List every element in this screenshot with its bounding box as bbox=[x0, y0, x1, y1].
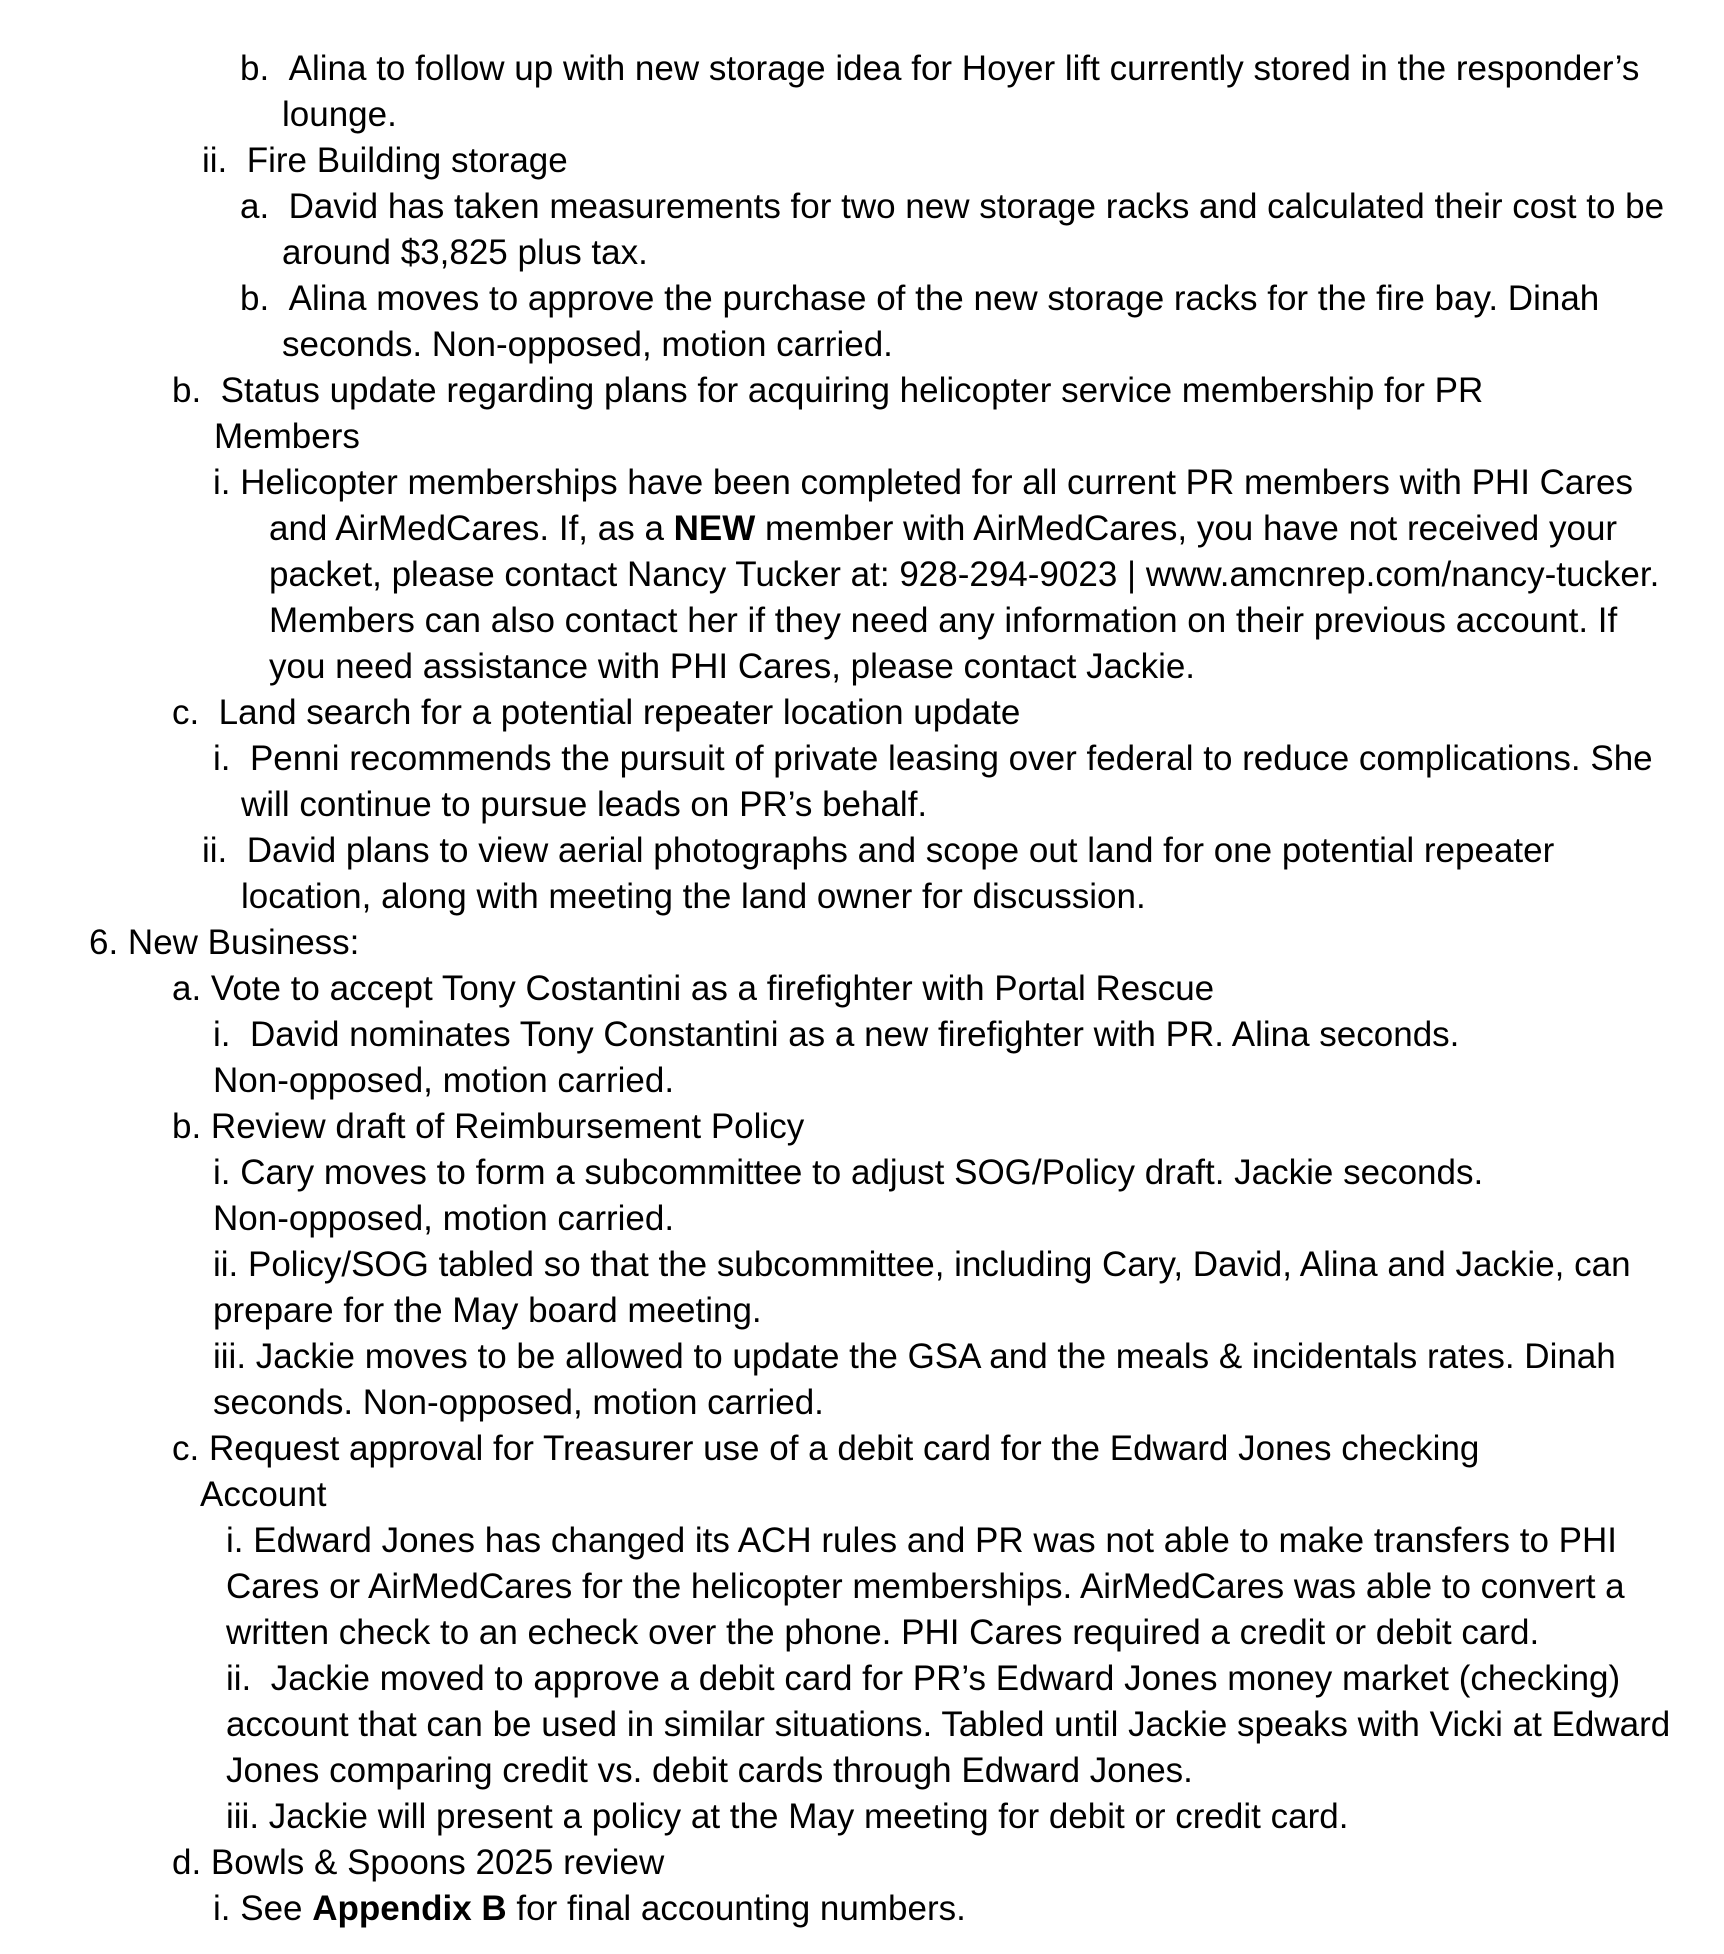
text-line bbox=[213, 1886, 966, 1932]
text-line: packet, please contact Nancy Tucker at: 928-294-9023 | www.amcnrep.com/nancy-tucker. bbox=[269, 555, 1660, 594]
text-line: a. David has taken measurements for two new storage racks and calculated their cost to be bbox=[240, 187, 1665, 226]
text-line: Account bbox=[200, 1475, 327, 1514]
text-run: member with AirMedCares, you have not received your bbox=[755, 509, 1618, 548]
text-line: account that can be used in similar situations. Tabled until Jackie speaks with Vicki at Edward bbox=[226, 1705, 1671, 1744]
text-line: you need assistance with PHI Cares, please contact Jackie. bbox=[269, 647, 1196, 686]
text-line: Members bbox=[214, 417, 360, 456]
text-line: will continue to pursue leads on PR’s behalf. bbox=[241, 785, 928, 824]
text-line: lounge. bbox=[282, 95, 397, 134]
text-line: seconds. Non-opposed, motion carried. bbox=[213, 1383, 824, 1422]
text-line bbox=[269, 506, 1617, 552]
text-line: written check to an echeck over the phone. PHI Cares required a credit or debit card. bbox=[226, 1613, 1540, 1652]
text-line: ii. Policy/SOG tabled so that the subcommittee, including Cary, David, Alina and Jackie, can bbox=[213, 1245, 1631, 1284]
text-line: i. David nominates Tony Constantini as a new firefighter with PR. Alina seconds. bbox=[213, 1015, 1460, 1054]
section-heading: 6. New Business: bbox=[89, 923, 360, 962]
text-line: ii. Jackie moved to approve a debit card for PR’s Edward Jones money market (checking) bbox=[226, 1659, 1621, 1698]
text-line: b. Alina to follow up with new storage idea for Hoyer lift currently stored in the responder’s bbox=[240, 49, 1640, 88]
emphasis-new: NEW bbox=[673, 509, 756, 548]
text-line: Jones comparing credit vs. debit cards through Edward Jones. bbox=[226, 1751, 1193, 1790]
text-line: ii. David plans to view aerial photographs and scope out land for one potential repeater bbox=[202, 831, 1555, 870]
text-line: prepare for the May board meeting. bbox=[213, 1291, 762, 1330]
text-line: b. Status update regarding plans for acquiring helicopter service membership for PR bbox=[172, 371, 1484, 410]
text-line: location, along with meeting the land owner for discussion. bbox=[241, 877, 1146, 916]
text-line: seconds. Non-opposed, motion carried. bbox=[282, 325, 893, 364]
text-line: Non-opposed, motion carried. bbox=[213, 1061, 675, 1100]
text-line: i. Helicopter memberships have been completed for all current PR members with PHI Cares bbox=[213, 463, 1634, 502]
text-line: c. Request approval for Treasurer use of a debit card for the Edward Jones checking bbox=[172, 1429, 1480, 1468]
text-line: d. Bowls & Spoons 2025 review bbox=[172, 1843, 665, 1882]
text-line: c. Land search for a potential repeater location update bbox=[172, 693, 1021, 732]
text-line: i. Edward Jones has changed its ACH rules and PR was not able to make transfers to PHI bbox=[226, 1521, 1617, 1560]
text-line: Non-opposed, motion carried. bbox=[213, 1199, 675, 1238]
text-line: i. Penni recommends the pursuit of private leasing over federal to reduce complications. She bbox=[213, 739, 1653, 778]
text-line: ii. Fire Building storage bbox=[202, 141, 568, 180]
text-run: for final accounting numbers. bbox=[506, 1889, 966, 1928]
text-line: b. Review draft of Reimbursement Policy bbox=[172, 1107, 805, 1146]
text-line: Cares or AirMedCares for the helicopter memberships. AirMedCares was able to convert a bbox=[226, 1567, 1625, 1606]
text-line: iii. Jackie moves to be allowed to update the GSA and the meals & incidentals rates. Dinah bbox=[213, 1337, 1616, 1376]
text-line: iii. Jackie will present a policy at the May meeting for debit or credit card. bbox=[226, 1797, 1349, 1836]
text-line: Members can also contact her if they need any information on their previous account. If bbox=[269, 601, 1618, 640]
text-line: i. Cary moves to form a subcommittee to adjust SOG/Policy draft. Jackie seconds. bbox=[213, 1153, 1484, 1192]
text-line: a. Vote to accept Tony Costantini as a firefighter with Portal Rescue bbox=[172, 969, 1215, 1008]
emphasis-appendix: Appendix B bbox=[312, 1889, 507, 1928]
text-run: and AirMedCares. If, as a bbox=[269, 509, 674, 548]
text-line: around $3,825 plus tax. bbox=[282, 233, 648, 272]
text-line: b. Alina moves to approve the purchase of the new storage racks for the fire bay. Dinah bbox=[240, 279, 1600, 318]
text-run: i. See bbox=[213, 1889, 313, 1928]
